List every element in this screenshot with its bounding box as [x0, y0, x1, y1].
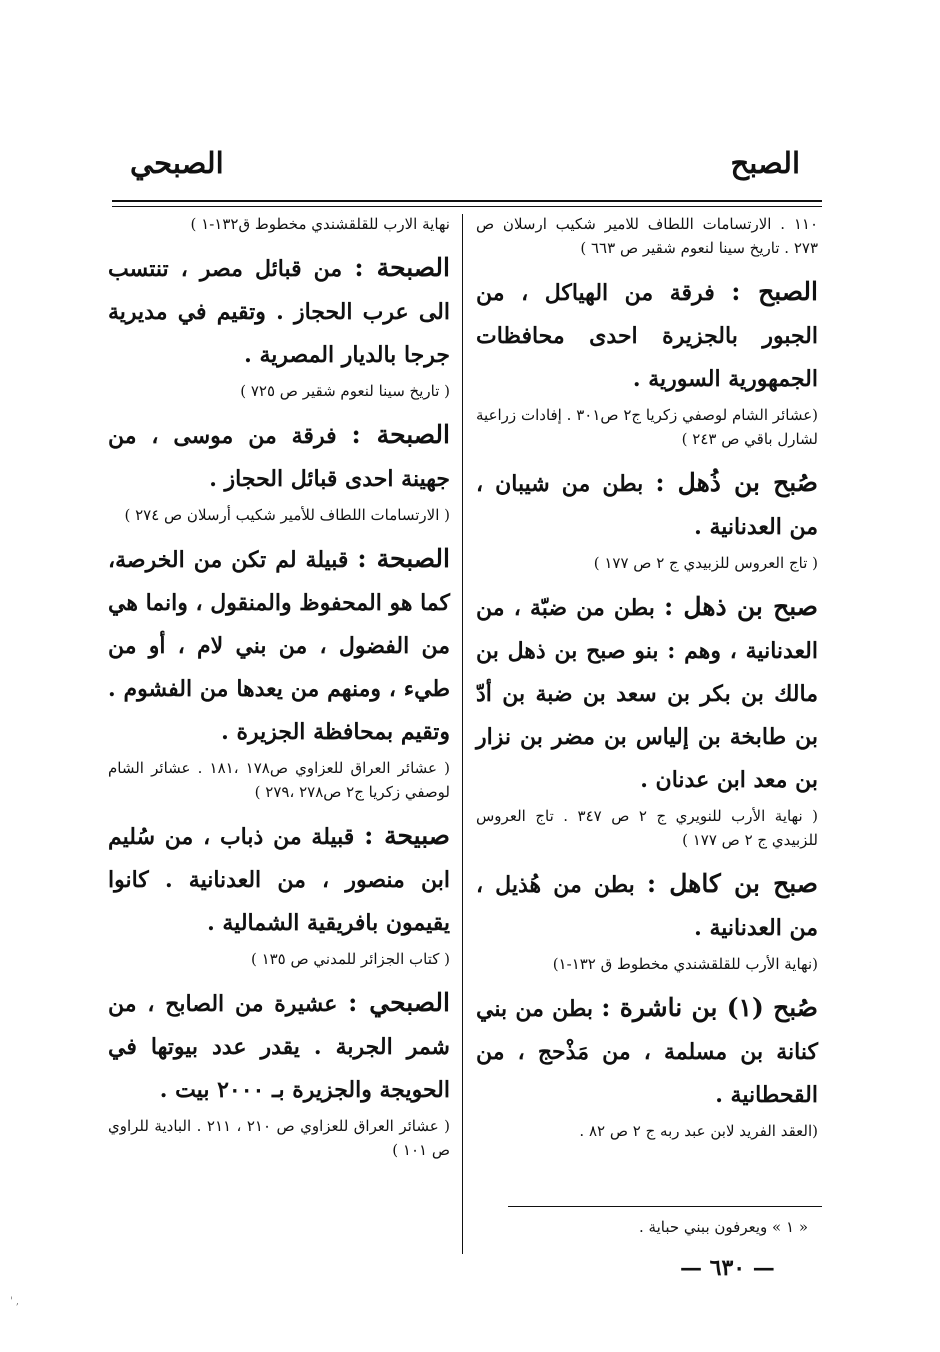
header-rule-thick [112, 200, 822, 202]
entry-reference: (عشائر الشام لوصفي زكريا ج٢ ص٣٠١ . إفادات زراعية لشارل باقي ص ٢٤٣ ) [476, 406, 818, 448]
margin-mark: ' , [10, 1296, 20, 1307]
column-divider [462, 214, 463, 1254]
running-header-right: الصبح [730, 146, 800, 180]
entry-text: فرقة من موسى ، من جهينة احدى قبائل الحجاز . [108, 423, 450, 492]
entry-text: بطن من بني كنانة بن مسلمة ، من مَذْحج ، من القحطانية . [476, 996, 818, 1108]
entry-reference: (نهاية الأرب للقلقشندي مخطوط ق ١٣٢-١) [552, 955, 818, 973]
entry-headword: الصبحي : [348, 988, 450, 1017]
entry [108, 814, 450, 971]
entry-headword: الصبحة : [351, 420, 450, 449]
entry-headword: صُبح بن ذُهل : [655, 468, 818, 497]
entry-reference: ( نهاية الأرب للنويري ج ٢ ص ٣٤٧ . تاج العروس للزبيدي ج ٢ ص ١٧٧ ) [476, 807, 819, 849]
entry-reference: (العقد الفريد لابن عبد ربه ج ٢ ص ٨٢ . [579, 1122, 818, 1140]
entry-text: فرقة من الهياكل ، من الجبور بالجزيرة احدى محافظات الجمهورية السورية . [476, 280, 818, 392]
entry-text: قبيلة من ذباب ، من سُليم ابن منصور ، من العدنانية . كانوا يقيمون بافريقية الشمالية . [108, 824, 450, 936]
header-rule-thin [112, 206, 822, 207]
entry-text: بطن من هُذيل ، من العدنانية . [476, 872, 818, 941]
entry [108, 537, 450, 804]
page-number: — ٦٣٠ — [680, 1255, 775, 1281]
entry [108, 981, 450, 1162]
entry-headword: الصبحة : [357, 544, 450, 573]
entry-headword: صبح بن كاهل : [646, 869, 818, 898]
running-header-left: الصبحي [130, 146, 224, 180]
entry-reference: ( عشائر العراق للعزاوي ص١٧٨ ،١٨١ . عشائر الشام لوصفي زكريا ج٢ ص٢٧٨ ،٢٧٩ ) [108, 759, 450, 801]
entry [108, 246, 450, 403]
footnote-rule [508, 1206, 822, 1207]
entry-text: من قبائل مصر ، تنتسب الى عرب الحجاز . وتقيم في مديرية جرجا بالديار المصرية . [108, 256, 450, 368]
entry-reference: ( الارتسامات اللطاف للأمير شكيب أرسلان ص ٢٧٤ ) [124, 506, 450, 524]
entry-reference: ( عشائر العراق للعزاوي ص ٢١٠ ، ٢١١ . البادية للراوي ص ١٠١ ) [108, 1117, 450, 1159]
entry-reference: ( كتاب الجزائر للمدني ص ١٣٥ ) [250, 950, 450, 968]
entry-headword: صُبح (١) بن ناشرة : [601, 993, 818, 1022]
entry-headword: صبح بن ذهل : [664, 592, 818, 621]
entry [476, 585, 818, 852]
entry-headword: الصبح : [731, 277, 818, 306]
continued-reference: نهاية الارب للقلقشندي مخطوط ق١٣٢-١ ) [190, 215, 450, 233]
left-column [108, 210, 450, 1172]
right-column [476, 210, 818, 1153]
entry-headword: صبيحة : [364, 821, 450, 850]
entry-headword: الصبحة : [354, 253, 450, 282]
entry [476, 270, 818, 451]
entry-reference: ( تاج العروس للزبيدي ج ٢ ص ١٧٧ ) [593, 554, 818, 572]
continued-reference: ١١٠ . الارتسامات اللطاف للامير شكيب ارسلان ص ٢٧٣ . تاريخ سينا لنعوم شقير ص ٦٦٣ ) [476, 215, 818, 257]
entry-text: بطن من شيبان ، من العدنانية . [476, 471, 818, 540]
entry [108, 413, 450, 527]
entry-reference: ( تاريخ سينا لنعوم شقير ص ٧٢٥ ) [240, 382, 450, 400]
entry-text: عشيرة من الصابح ، من شمر الجربة . يقدر عدد بيوتها في الحويجة والجزيرة بـ ٢٠٠٠ بيت . [108, 991, 450, 1103]
entry [476, 986, 818, 1143]
footnote: « ١ » ويعرفون ببني حباية . [639, 1218, 808, 1236]
entry-text: قبيلة لم تكن من الخرصة، كما هو المحفوظ والمنقول ، وانما هي من الفضول ، من بني لام ، أو من طيء ، ومنهم من يعدها من الفشوم . وتقيم بمحافظة الجزيرة . [108, 547, 450, 745]
entry [476, 862, 818, 976]
entry [476, 461, 818, 575]
entry-text: بطن من ضبّة ، من العدنانية ، وهم : بنو صبح بن ذهل بن مالك بن بكر بن سعد بن ضبة بن أدّ بن طابخة بن إلياس بن مضر بن نزار بن معد ابن عدنان . [476, 595, 818, 793]
